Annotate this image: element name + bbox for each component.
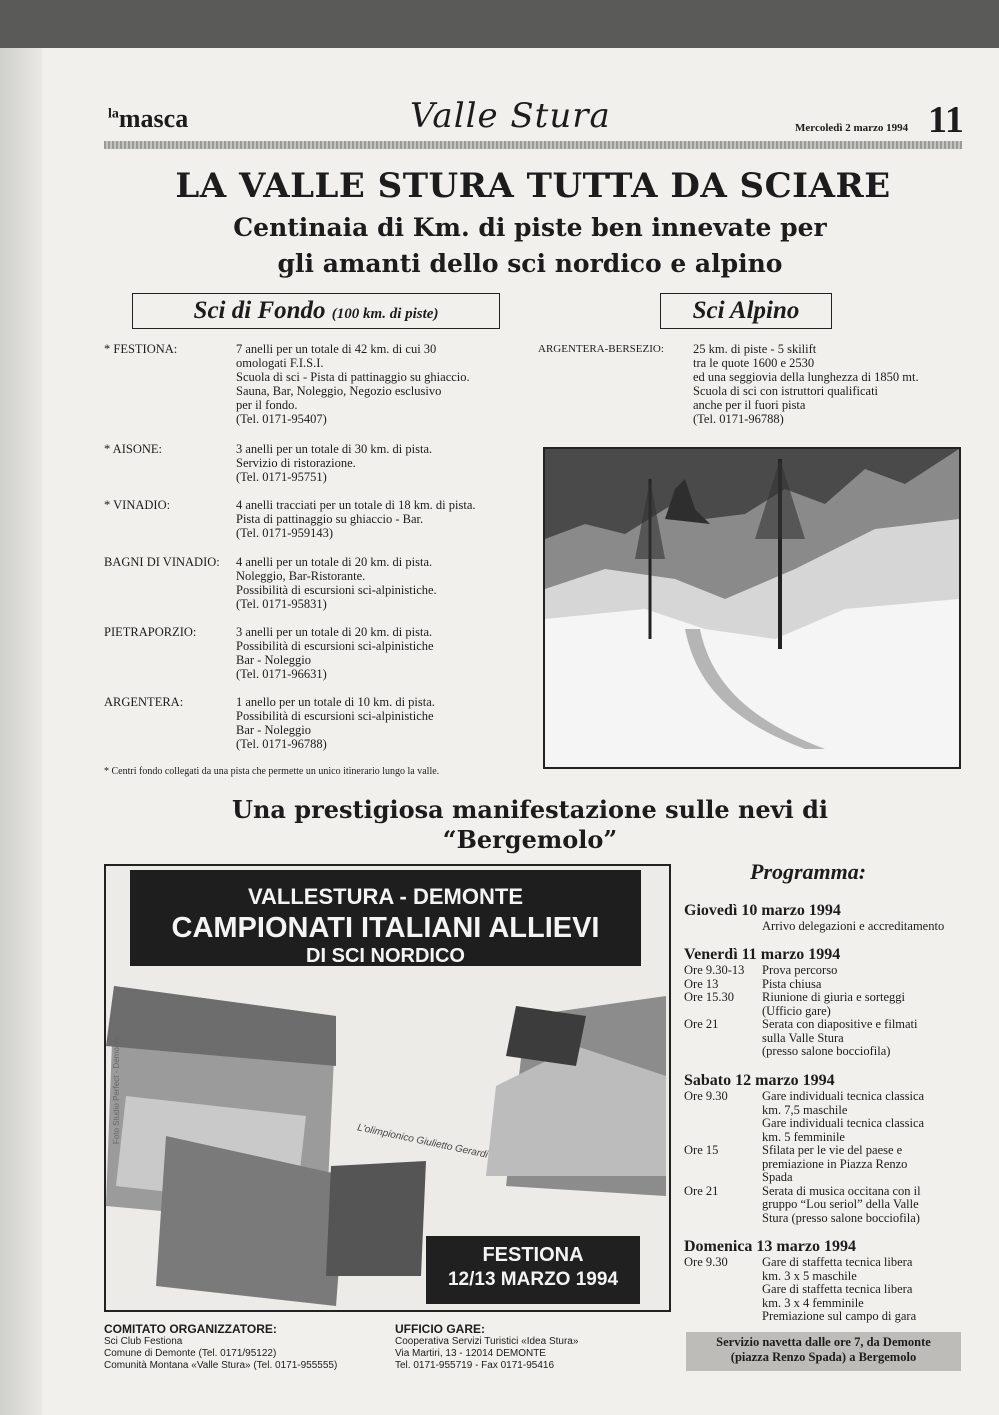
fondo-desc: 4 anelli tracciati per un totale di 18 km. di pista. Pista di pattinaggio su ghiaccio - Bar. (Tel. 0171-959143): [236, 498, 476, 540]
fondo-desc: 7 anelli per un totale di 42 km. di cui 30 omologati F.I.S.I. Scuola di sci - Pista di pattinaggio su ghiaccio. Sauna, Bar, Noleggio, Negozio esclusivo per il fondo. (Tel. 0171-95407): [236, 342, 470, 426]
issue-date: Mercoledì 2 marzo 1994: [795, 122, 909, 134]
snow-valley-photo: [543, 447, 961, 769]
alpino-desc: 25 km. di piste - 5 skilift tra le quote 1600 e 2530 ed una seggiovia della lunghezza di 1850 mt. Scuola di sci con istruttori qualificati anche per il fuori pista (Tel. 0171-96788): [693, 342, 919, 426]
programma-title: Programma:: [750, 859, 867, 884]
alpino-heading: Sci Alpino: [660, 293, 832, 329]
section-title: Valle Stura: [410, 96, 611, 136]
fondo-footnote: * Centri fondo collegati da una pista che permette un unico itinerario lungo la valle.: [104, 766, 440, 777]
article-subtitle: Centinaia di Km. di piste ben innevate per gli amanti dello sci nordico e alpino: [233, 213, 827, 278]
program-day: Venerdì 11 marzo 1994: [684, 946, 841, 963]
masthead-logo: $^{la}$masca: [108, 104, 189, 133]
alpino-place: ARGENTERA-BERSEZIO:: [538, 343, 664, 355]
article-title: LA VALLE STURA TUTTA DA SCIARE: [175, 166, 891, 206]
fondo-desc: 4 anelli per un totale di 20 km. di pista. Noleggio, Bar-Ristorante. Possibilità di escursioni sci-alpinistiche. (Tel. 0171-95831): [236, 555, 437, 611]
header-rule: [104, 141, 962, 149]
fondo-place: * AISONE:: [104, 442, 162, 456]
fondo-desc: 3 anelli per un totale di 30 km. di pista. Servizio di ristorazione. (Tel. 0171-95751): [236, 442, 433, 484]
fondo-place: ARGENTERA:: [104, 695, 184, 709]
fondo-heading: Sci di Fondo (100 km. di piste): [132, 293, 500, 329]
shuttle-notice: Servizio navetta dalle ore 7, da Demonte (piazza Renzo Spada) a Bergemolo: [686, 1332, 961, 1371]
fondo-desc: 3 anelli per un totale di 20 km. di pista. Possibilità di escursioni sci-alpinistiche Bar - Noleggio (Tel. 0171-96631): [236, 625, 434, 681]
poster-date-box: FESTIONA 12/13 MARZO 1994: [426, 1236, 640, 1304]
event-title: Una prestigiosa manifestazione sulle nevi di “Bergemolo”: [232, 795, 828, 854]
photo-credit: Foto Studio Perfect - Demonte: [112, 1036, 121, 1145]
program-events: Ore 9.30-13 Prova percorso Ore 13 Pista chiusa Ore 15.30 Riunione di giuria e sorteggi (Ufficio gare) Ore 21 Serata con diapositive e filmati sulla Valle Stura (presso salone bocciofila): [684, 963, 918, 1058]
comitato-block: COMITATO ORGANIZZATORE: Sci Club Festiona Comune di Demonte (Tel. 0171/95122) Comunità Montana «Valle Stura» (Tel. 0171-955555): [104, 1322, 338, 1371]
event-poster: [104, 864, 671, 1312]
program-note: Arrivo delegazioni e accreditamento: [762, 919, 945, 933]
fondo-place: * VINADIO:: [104, 498, 171, 512]
page-number: 11: [928, 99, 964, 141]
fondo-place: PIETRAPORZIO:: [104, 625, 197, 639]
program-day: Sabato 12 marzo 1994: [684, 1072, 835, 1089]
fondo-desc: 1 anello per un totale di 10 km. di pista. Possibilità di escursioni sci-alpinistiche Bar - Noleggio (Tel. 0171-96788): [236, 695, 435, 751]
poster-banner: VALLESTURA - DEMONTE CAMPIONATI ITALIANI ALLIEVI DI SCI NORDICO: [130, 870, 641, 966]
program-events: Ore 9.30 Gare di staffetta tecnica libera km. 3 x 5 maschile Gare di staffetta tecnica libera km. 3 x 4 femminile Premiazione sul campo di gara: [684, 1255, 917, 1323]
ufficio-block: UFFICIO GARE: Cooperativa Servizi Turistici «Idea Stura» Via Martiri, 13 - 12014 DEMONTE Tel. 0171-955719 - Fax 0171-95416: [395, 1322, 579, 1371]
fondo-place: * FESTIONA:: [104, 342, 178, 356]
program-day: Domenica 13 marzo 1994: [684, 1238, 856, 1255]
fondo-place: BAGNI DI VINADIO:: [104, 555, 220, 569]
poster-caption: L'olimpionico Giulietto Gerardi: [356, 1122, 489, 1161]
program-events: Ore 9.30 Gare individuali tecnica classica km. 7,5 maschile Gare individuali tecnica classica km. 5 femminile Ore 15 Sfilata per le vie del paese e premiazione in Piazza Renzo Spada Ore 21 Serata di musica occitana con il gruppo “Lou seriol” della Valle Stura (presso salone bocciofila): [684, 1089, 925, 1225]
program-day: Giovedì 10 marzo 1994: [684, 902, 841, 919]
page-binding-edge: [0, 48, 42, 1415]
